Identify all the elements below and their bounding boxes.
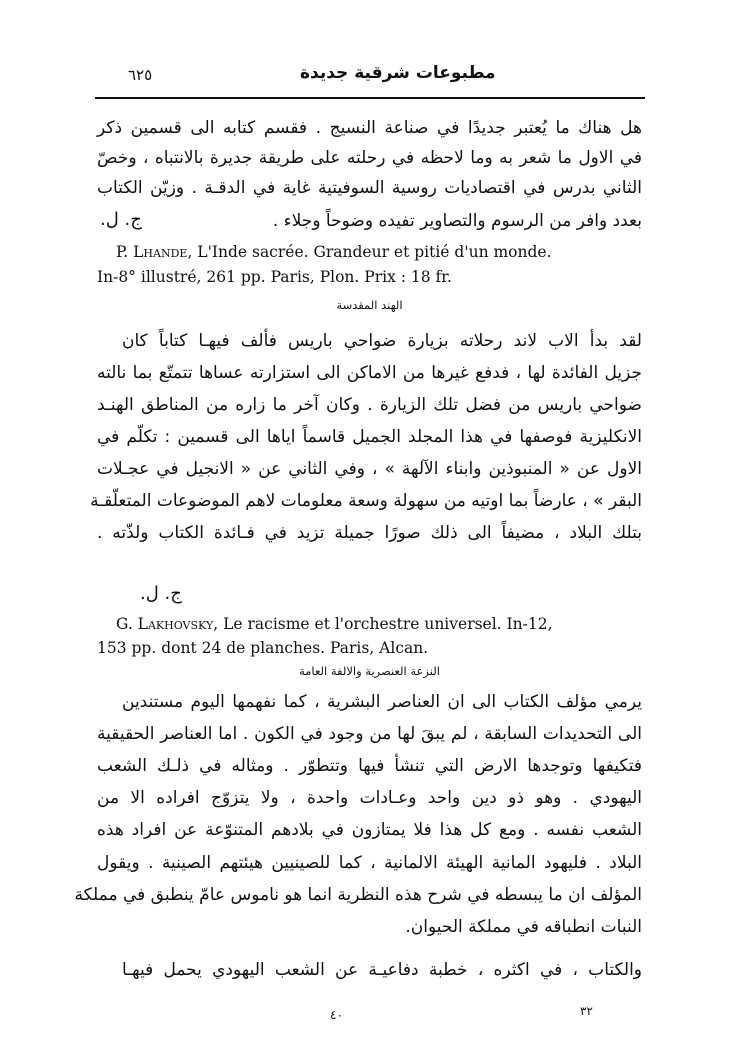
text-line: المؤلف ان ما يبسطه في شرح هذه النظرية انما هو ناموس عامّ ينطبق في مملكة [74, 885, 642, 905]
reviewer-signature: ج. ل. [140, 583, 182, 604]
sheet-number: ٤٠ [330, 1008, 343, 1022]
citation-details: In-8° illustré, 261 pp. Paris, Plon. Prix : 18 fr. [97, 268, 452, 286]
header-rule [95, 97, 645, 99]
text-line: ضواحي باريس من فضل تلك الزيارة . وكان آخر ما زاره من المناطق الهنـد [97, 395, 642, 415]
text-line: الانكليزية فوصفها في هذا المجلد الجميل قاسماً اياها الى قسمين : تكلّم في [97, 427, 642, 447]
text-line: الى التحديدات السابقة ، لم يبقَ لها من وجود في الكون . اما العناصر الحقيقية [97, 724, 642, 744]
text-line: البلاد . فليهود المانية الهيئة الالمانية ، كما للصينيين هيئتهم الصينية . ويقول [97, 853, 642, 873]
text-line: البقر » ، عارضاً بما اوتيه من سهولة وسعة معلومات لاهم الموضوعات المتعلّقـة [90, 491, 642, 511]
citation [116, 612, 553, 636]
text-line: يرمي مؤلف الكتاب الى ان العناصر البشرية ، كما نفهمها اليوم مستندين [122, 692, 642, 712]
text-line: الشعب نفسه . ومع كل هذا فلا يمتازون في بلادهم المتنوّعة عن افراد هذه [97, 820, 642, 840]
author: P. Lhande [116, 243, 188, 261]
text-line: لقد بدأ الاب لاند رحلاته بزيارة ضواحي باريس فألف فيهـا كتاباً كان [122, 331, 642, 351]
citation [116, 240, 552, 264]
text-line: بعدد وافر من الرسوم والتصاوير تفيده وضوحاً وجلاء . [272, 211, 642, 231]
reviewer-signature: ج. ل. [100, 209, 142, 230]
arabic-title: النزعة العنصرية والالفة العامة [299, 664, 440, 678]
text-line: هل هناك ما يُعتبر جديدًا في صناعة النسيج . فقسم كتابه الى قسمين ذكر [97, 118, 642, 138]
signature-mark: ٣٢ [580, 1004, 593, 1018]
text-line: فتكيفها وتوجدها الارض التي تنشأ فيها وتتطوّر . ومثاله في ذلـك الشعب [97, 756, 642, 776]
text-line: الثاني بدرس في اقتصاديات روسية السوفيتية غاية في الدقـة . وزيّن الكتاب [97, 178, 642, 198]
text-line: والكتاب ، في اكثره ، خطبة دفاعيـة عن الشعب اليهودي يحمل فيهـا [122, 960, 642, 980]
text-line: في الاول ما شعر به وما لاحظه في رحلته على طريقة جديرة بالانتباه ، وخصّ [97, 148, 642, 168]
text-line: اليهودي . وهو ذو دين واحد وعـادات واحدة ، ولا يتزوّج افراده الا من [97, 788, 642, 808]
text-line: جزيل الفائدة لها ، فدفع غيرها من الاماكن الى استزارته عساها تتمتّع بما نالته [97, 363, 642, 383]
arabic-title: الهند المقدسة [336, 298, 403, 312]
page-number: ٦٢٥ [128, 66, 153, 84]
running-title: مطبوعات شرقية جديدة [300, 63, 496, 83]
author: G. Lakhovsky [116, 615, 214, 633]
text-line: النبات انطباقه في مملكة الحيوان. [405, 917, 642, 937]
citation-title: , L'Inde sacrée. Grandeur et pitié d'un monde. [187, 243, 552, 261]
text-line: بتلك البلاد ، مضيفاً الى ذلك صورًا جميلة تزيد في فـائدة الكتاب ولذّته . [97, 523, 642, 543]
citation-title: , Le racisme et l'orchestre universel. In-12, [213, 615, 553, 633]
citation-details: 153 pp. dont 24 de planches. Paris, Alcan. [97, 639, 429, 657]
text-line: الاول عن « المنبوذين وابناء الآلهة » ، وفي الثاني عن « الانجيل في عجـلات [97, 459, 642, 479]
